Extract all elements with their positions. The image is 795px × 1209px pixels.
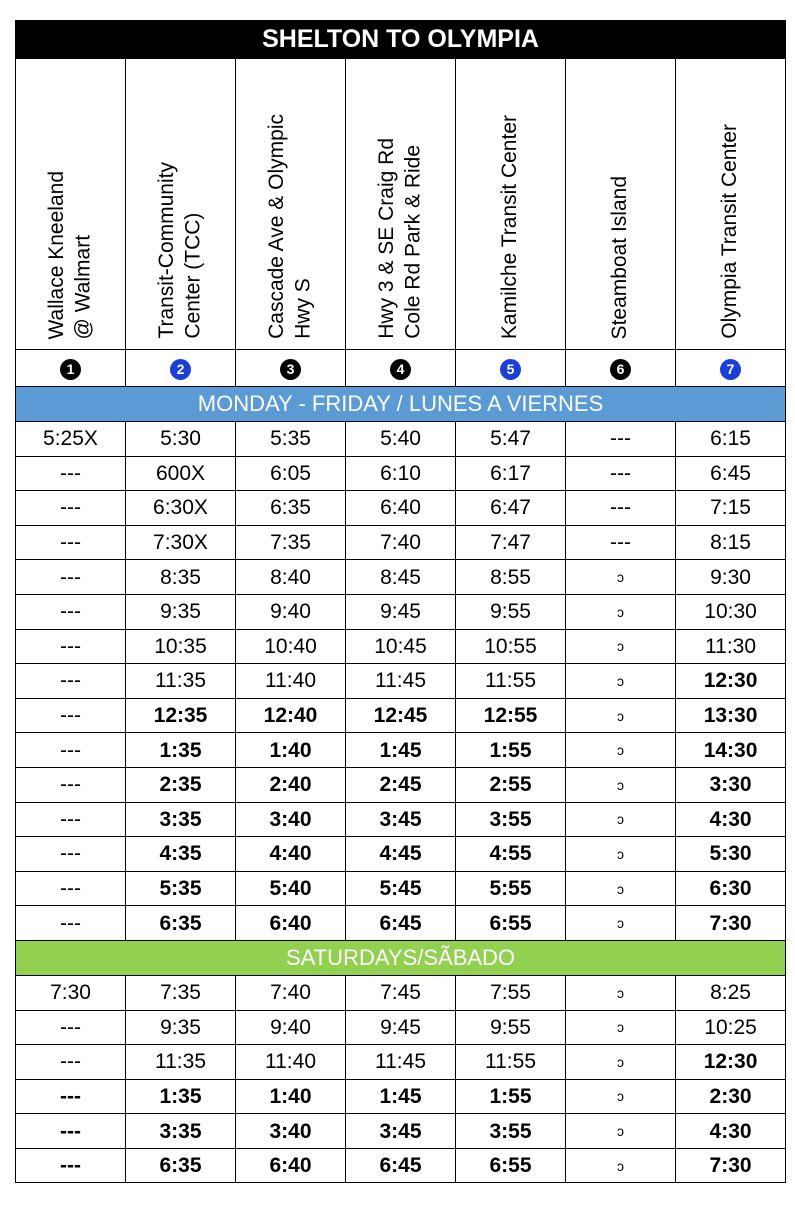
time-cell: 11:30 [676, 629, 786, 664]
time-cell: 6:40 [236, 906, 346, 941]
schedule-container [15, 20, 785, 1183]
time-cell: 7:45 [346, 975, 456, 1010]
time-cell: ↄ [566, 629, 676, 664]
time-cell: --- [16, 767, 126, 802]
time-cell: --- [16, 594, 126, 629]
time-cell: --- [16, 906, 126, 941]
schedule-row [16, 733, 786, 768]
time-cell: 9:55 [456, 594, 566, 629]
time-cell: 4:45 [346, 837, 456, 872]
stop-number-cell [456, 350, 566, 387]
time-cell: 8:40 [236, 560, 346, 595]
stop-number-badge: 3 [280, 359, 301, 380]
time-cell: 14:30 [676, 733, 786, 768]
time-cell: --- [16, 664, 126, 699]
time-cell: 3:35 [126, 1114, 236, 1149]
stop-number-cell [566, 350, 676, 387]
time-cell: 7:35 [126, 975, 236, 1010]
time-cell: 7:30 [16, 975, 126, 1010]
schedule-title: SHELTON TO OLYMPIA [16, 21, 786, 59]
time-cell: 600X [126, 456, 236, 491]
schedule-row [16, 422, 786, 457]
time-cell: 5:40 [346, 422, 456, 457]
stop-header-cell [236, 59, 346, 350]
stop-header-cell [126, 59, 236, 350]
schedule-row [16, 1148, 786, 1183]
time-cell: --- [16, 837, 126, 872]
stop-number-badge: 1 [60, 359, 81, 380]
time-cell: 12:35 [126, 698, 236, 733]
time-cell: 12:40 [236, 698, 346, 733]
time-cell: ↄ [566, 802, 676, 837]
stop-header-cell [566, 59, 676, 350]
time-cell: 7:47 [456, 525, 566, 560]
time-cell: 7:30 [676, 906, 786, 941]
time-cell: 6:10 [346, 456, 456, 491]
time-cell: 7:40 [236, 975, 346, 1010]
time-cell: ↄ [566, 698, 676, 733]
time-cell: 12:45 [346, 698, 456, 733]
time-cell: ↄ [566, 906, 676, 941]
schedule-row [16, 802, 786, 837]
schedule-row [16, 629, 786, 664]
time-cell: 6:45 [346, 906, 456, 941]
stop-header-cell [456, 59, 566, 350]
time-cell: 9:35 [126, 1010, 236, 1045]
time-cell: 6:55 [456, 906, 566, 941]
time-cell: ↄ [566, 1114, 676, 1149]
schedule-row [16, 525, 786, 560]
time-cell: 11:55 [456, 664, 566, 699]
time-cell: 11:40 [236, 1045, 346, 1080]
schedule-row [16, 1045, 786, 1080]
time-cell: 11:45 [346, 1045, 456, 1080]
time-cell: 4:30 [676, 802, 786, 837]
time-cell: 11:55 [456, 1045, 566, 1080]
time-cell: 11:35 [126, 664, 236, 699]
time-cell: --- [566, 525, 676, 560]
schedule-row [16, 906, 786, 941]
time-cell: 9:45 [346, 1010, 456, 1045]
schedule-row [16, 837, 786, 872]
stop-number-cell [16, 350, 126, 387]
time-cell: 6:35 [236, 491, 346, 526]
time-cell: 13:30 [676, 698, 786, 733]
time-cell: 1:35 [126, 733, 236, 768]
time-cell: 11:35 [126, 1045, 236, 1080]
time-cell: 6:47 [456, 491, 566, 526]
time-cell: 12:55 [456, 698, 566, 733]
schedule-row [16, 594, 786, 629]
time-cell: 3:40 [236, 1114, 346, 1149]
time-cell: 10:35 [126, 629, 236, 664]
stop-name: Steamboat Island [608, 175, 632, 339]
time-cell: 9:30 [676, 560, 786, 595]
time-cell: 7:15 [676, 491, 786, 526]
time-cell: ↄ [566, 594, 676, 629]
time-cell: --- [16, 733, 126, 768]
time-cell: 5:47 [456, 422, 566, 457]
time-cell: 5:40 [236, 871, 346, 906]
time-cell: --- [16, 802, 126, 837]
time-cell: --- [16, 1010, 126, 1045]
time-cell: ↄ [566, 1079, 676, 1114]
time-cell: 10:45 [346, 629, 456, 664]
time-cell: 7:35 [236, 525, 346, 560]
time-cell: 6:40 [236, 1148, 346, 1183]
time-cell: 2:45 [346, 767, 456, 802]
time-cell: 1:35 [126, 1079, 236, 1114]
time-cell: 3:55 [456, 802, 566, 837]
section-label: SATURDAYS/SÃBADO [16, 940, 786, 975]
time-cell: --- [16, 456, 126, 491]
time-cell: 9:45 [346, 594, 456, 629]
time-cell: 8:55 [456, 560, 566, 595]
time-cell: 5:45 [346, 871, 456, 906]
time-cell: 7:30X [126, 525, 236, 560]
time-cell: 11:45 [346, 664, 456, 699]
time-cell: ↄ [566, 664, 676, 699]
time-cell: 2:40 [236, 767, 346, 802]
time-cell: 6:05 [236, 456, 346, 491]
time-cell: ↄ [566, 767, 676, 802]
time-cell: ↄ [566, 975, 676, 1010]
time-cell: 11:40 [236, 664, 346, 699]
stop-name: Hwy 3 & SE Craig Rd Cole Rd Park & Ride [375, 138, 425, 339]
time-cell: 3:55 [456, 1114, 566, 1149]
schedule-row [16, 975, 786, 1010]
time-cell: 6:15 [676, 422, 786, 457]
time-cell: 12:30 [676, 1045, 786, 1080]
time-cell: 6:45 [676, 456, 786, 491]
time-cell: 5:35 [126, 871, 236, 906]
time-cell: 6:17 [456, 456, 566, 491]
time-cell: 7:30 [676, 1148, 786, 1183]
time-cell: 10:30 [676, 594, 786, 629]
schedule-table [15, 20, 786, 1183]
time-cell: --- [16, 491, 126, 526]
time-cell: 6:30X [126, 491, 236, 526]
time-cell: 2:55 [456, 767, 566, 802]
time-cell: 9:40 [236, 594, 346, 629]
time-cell: 3:40 [236, 802, 346, 837]
stop-header-row [16, 59, 786, 350]
schedule-row [16, 664, 786, 699]
stop-number-badge: 2 [170, 359, 191, 380]
time-cell: 8:45 [346, 560, 456, 595]
time-cell: 6:35 [126, 906, 236, 941]
time-cell: 10:40 [236, 629, 346, 664]
time-cell: 6:45 [346, 1148, 456, 1183]
time-cell: 8:35 [126, 560, 236, 595]
stop-name: Transit-Community Center (TCC) [155, 162, 205, 339]
schedule-row [16, 560, 786, 595]
time-cell: 1:55 [456, 733, 566, 768]
time-cell: 1:45 [346, 733, 456, 768]
time-cell: 6:35 [126, 1148, 236, 1183]
section-header-row [16, 387, 786, 422]
time-cell: 1:45 [346, 1079, 456, 1114]
time-cell: --- [16, 698, 126, 733]
time-cell: --- [16, 1114, 126, 1149]
time-cell: 5:25X [16, 422, 126, 457]
time-cell: 6:40 [346, 491, 456, 526]
stop-number-badge: 7 [720, 359, 741, 380]
time-cell: ↄ [566, 837, 676, 872]
time-cell: 5:55 [456, 871, 566, 906]
section-label: MONDAY - FRIDAY / LUNES A VIERNES [16, 387, 786, 422]
section-header-row [16, 940, 786, 975]
time-cell: 5:35 [236, 422, 346, 457]
stop-name: Kamilche Transit Center [498, 114, 522, 339]
schedule-row [16, 767, 786, 802]
time-cell: --- [566, 491, 676, 526]
stop-number-row [16, 350, 786, 387]
time-cell: 9:35 [126, 594, 236, 629]
time-cell: 5:30 [676, 837, 786, 872]
schedule-row [16, 456, 786, 491]
time-cell: 7:55 [456, 975, 566, 1010]
time-cell: ↄ [566, 733, 676, 768]
time-cell: 12:30 [676, 664, 786, 699]
time-cell: --- [16, 871, 126, 906]
time-cell: 3:45 [346, 1114, 456, 1149]
time-cell: ↄ [566, 871, 676, 906]
stop-name: Olympia Transit Center [718, 124, 742, 339]
stop-number-badge: 4 [390, 359, 411, 380]
time-cell: 6:30 [676, 871, 786, 906]
stop-name: Wallace Kneeland @ Walmart [45, 170, 95, 339]
title-row [16, 21, 786, 59]
time-cell: 4:30 [676, 1114, 786, 1149]
time-cell: 2:30 [676, 1079, 786, 1114]
stop-number-cell [126, 350, 236, 387]
time-cell: 1:55 [456, 1079, 566, 1114]
time-cell: --- [566, 456, 676, 491]
time-cell: --- [16, 525, 126, 560]
time-cell: 3:35 [126, 802, 236, 837]
stop-header-cell [16, 59, 126, 350]
stop-name: Cascade Ave & Olympic Hwy S [265, 114, 315, 339]
time-cell: 5:30 [126, 422, 236, 457]
stop-number-cell [236, 350, 346, 387]
time-cell: 3:45 [346, 802, 456, 837]
time-cell: 9:55 [456, 1010, 566, 1045]
time-cell: --- [16, 560, 126, 595]
stop-header-cell [676, 59, 786, 350]
time-cell: ↄ [566, 1010, 676, 1045]
time-cell: 3:30 [676, 767, 786, 802]
stop-number-badge: 6 [610, 359, 631, 380]
time-cell: ↄ [566, 560, 676, 595]
time-cell: 4:40 [236, 837, 346, 872]
time-cell: ↄ [566, 1148, 676, 1183]
time-cell: 8:25 [676, 975, 786, 1010]
time-cell: --- [16, 1079, 126, 1114]
stop-number-cell [676, 350, 786, 387]
stop-number-badge: 5 [500, 359, 521, 380]
time-cell: 1:40 [236, 1079, 346, 1114]
time-cell: 10:55 [456, 629, 566, 664]
stop-header-cell [346, 59, 456, 350]
schedule-row [16, 871, 786, 906]
schedule-row [16, 1010, 786, 1045]
time-cell: --- [16, 1148, 126, 1183]
schedule-row [16, 698, 786, 733]
time-cell: 7:40 [346, 525, 456, 560]
time-cell: 10:25 [676, 1010, 786, 1045]
time-cell: 9:40 [236, 1010, 346, 1045]
time-cell: --- [16, 1045, 126, 1080]
time-cell: 4:35 [126, 837, 236, 872]
time-cell: ↄ [566, 1045, 676, 1080]
time-cell: 2:35 [126, 767, 236, 802]
time-cell: 8:15 [676, 525, 786, 560]
time-cell: 4:55 [456, 837, 566, 872]
schedule-row [16, 1114, 786, 1149]
time-cell: 1:40 [236, 733, 346, 768]
time-cell: 6:55 [456, 1148, 566, 1183]
time-cell: --- [16, 629, 126, 664]
time-cell: --- [566, 422, 676, 457]
stop-number-cell [346, 350, 456, 387]
schedule-row [16, 1079, 786, 1114]
schedule-row [16, 491, 786, 526]
